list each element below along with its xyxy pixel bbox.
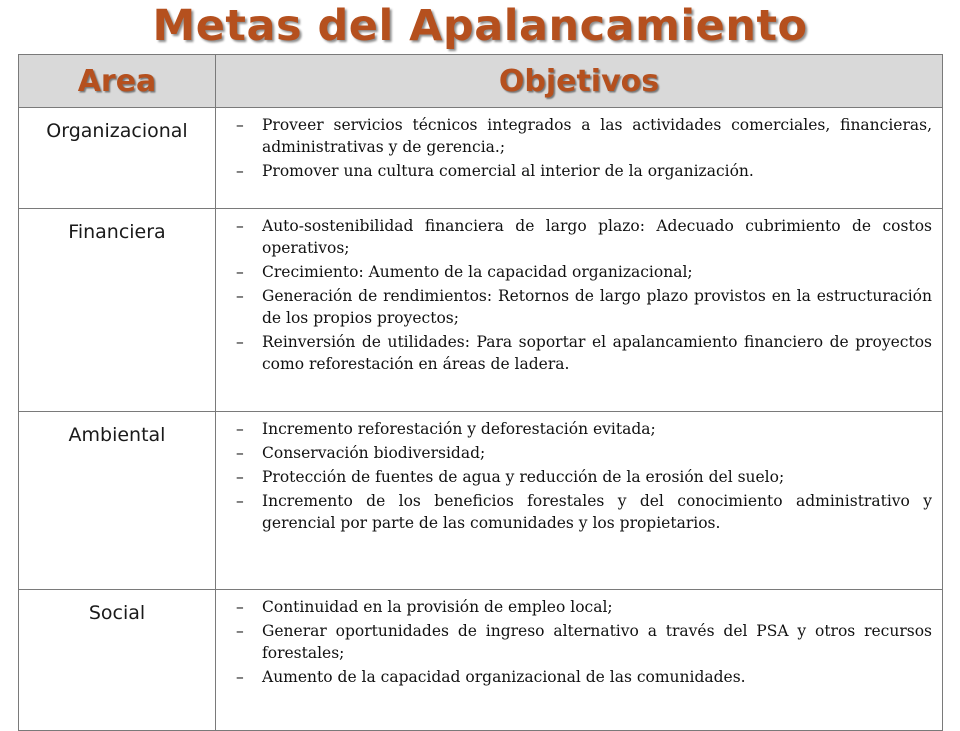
- objectives-cell: [216, 108, 943, 209]
- list-item: [226, 596, 932, 618]
- dash-bullet: –: [236, 598, 244, 616]
- list-item: [226, 160, 932, 182]
- objectives-list: [226, 114, 932, 182]
- header-objectives: Objetivos: [216, 55, 943, 108]
- list-item: [226, 418, 932, 440]
- list-item: [226, 666, 932, 688]
- list-item: [226, 620, 932, 664]
- list-item-text: Incremento reforestación y deforestación evitada;: [262, 420, 656, 438]
- goals-table: [18, 54, 943, 731]
- list-item-text: Generar oportunidades de ingreso alternativo a través del PSA y otros recursos forestales;: [262, 622, 932, 662]
- objectives-list: [226, 418, 932, 534]
- area-cell: Social: [19, 590, 216, 731]
- dash-bullet: –: [236, 420, 244, 438]
- list-item-text: Auto-sostenibilidad financiera de largo plazo: Adecuado cubrimiento de costos operativos;: [262, 217, 932, 257]
- list-item: [226, 442, 932, 464]
- list-item: [226, 466, 932, 488]
- area-cell: Ambiental: [19, 412, 216, 590]
- table-row: [19, 412, 943, 590]
- list-item-text: Continuidad en la provisión de empleo local;: [262, 598, 613, 616]
- table-row: [19, 108, 943, 209]
- objectives-cell: [216, 209, 943, 412]
- dash-bullet: –: [236, 162, 244, 180]
- list-item-text: Protección de fuentes de agua y reducción de la erosión del suelo;: [262, 468, 785, 486]
- header-area: Area: [19, 55, 216, 108]
- dash-bullet: –: [236, 287, 244, 305]
- objectives-cell: [216, 590, 943, 731]
- list-item-text: Incremento de los beneficios forestales y del conocimiento administrativo y gerencial por parte de las comunidades y los propietarios.: [262, 492, 932, 532]
- list-item-text: Aumento de la capacidad organizacional de las comunidades.: [262, 668, 746, 686]
- page-title: Metas del Apalancamiento: [152, 1, 808, 51]
- list-item: [226, 490, 932, 534]
- list-item: [226, 285, 932, 329]
- table-row: [19, 590, 943, 731]
- list-item: [226, 331, 932, 375]
- list-item-text: Conservación biodiversidad;: [262, 444, 486, 462]
- header-row: [19, 55, 943, 108]
- dash-bullet: –: [236, 468, 244, 486]
- dash-bullet: –: [236, 263, 244, 281]
- dash-bullet: –: [236, 217, 244, 235]
- list-item-text: Reinversión de utilidades: Para soportar el apalancamiento financiero de proyectos como reforestación en áreas de ladera.: [262, 333, 932, 373]
- list-item-text: Proveer servicios técnicos integrados a las actividades comerciales, financieras, administrativas y de gerencia.;: [262, 116, 932, 156]
- objectives-list: [226, 596, 932, 688]
- dash-bullet: –: [236, 668, 244, 686]
- objectives-list: [226, 215, 932, 375]
- list-item: [226, 261, 932, 283]
- dash-bullet: –: [236, 116, 244, 134]
- list-item: [226, 114, 932, 158]
- list-item-text: Promover una cultura comercial al interior de la organización.: [262, 162, 754, 180]
- list-item-text: Generación de rendimientos: Retornos de largo plazo provistos en la estructuración de los propios proyectos;: [262, 287, 932, 327]
- dash-bullet: –: [236, 492, 244, 510]
- dash-bullet: –: [236, 622, 244, 640]
- table-row: [19, 209, 943, 412]
- dash-bullet: –: [236, 333, 244, 351]
- dash-bullet: –: [236, 444, 244, 462]
- objectives-cell: [216, 412, 943, 590]
- list-item-text: Crecimiento: Aumento de la capacidad organizacional;: [262, 263, 693, 281]
- area-cell: Financiera: [19, 209, 216, 412]
- list-item: [226, 215, 932, 259]
- area-cell: Organizacional: [19, 108, 216, 209]
